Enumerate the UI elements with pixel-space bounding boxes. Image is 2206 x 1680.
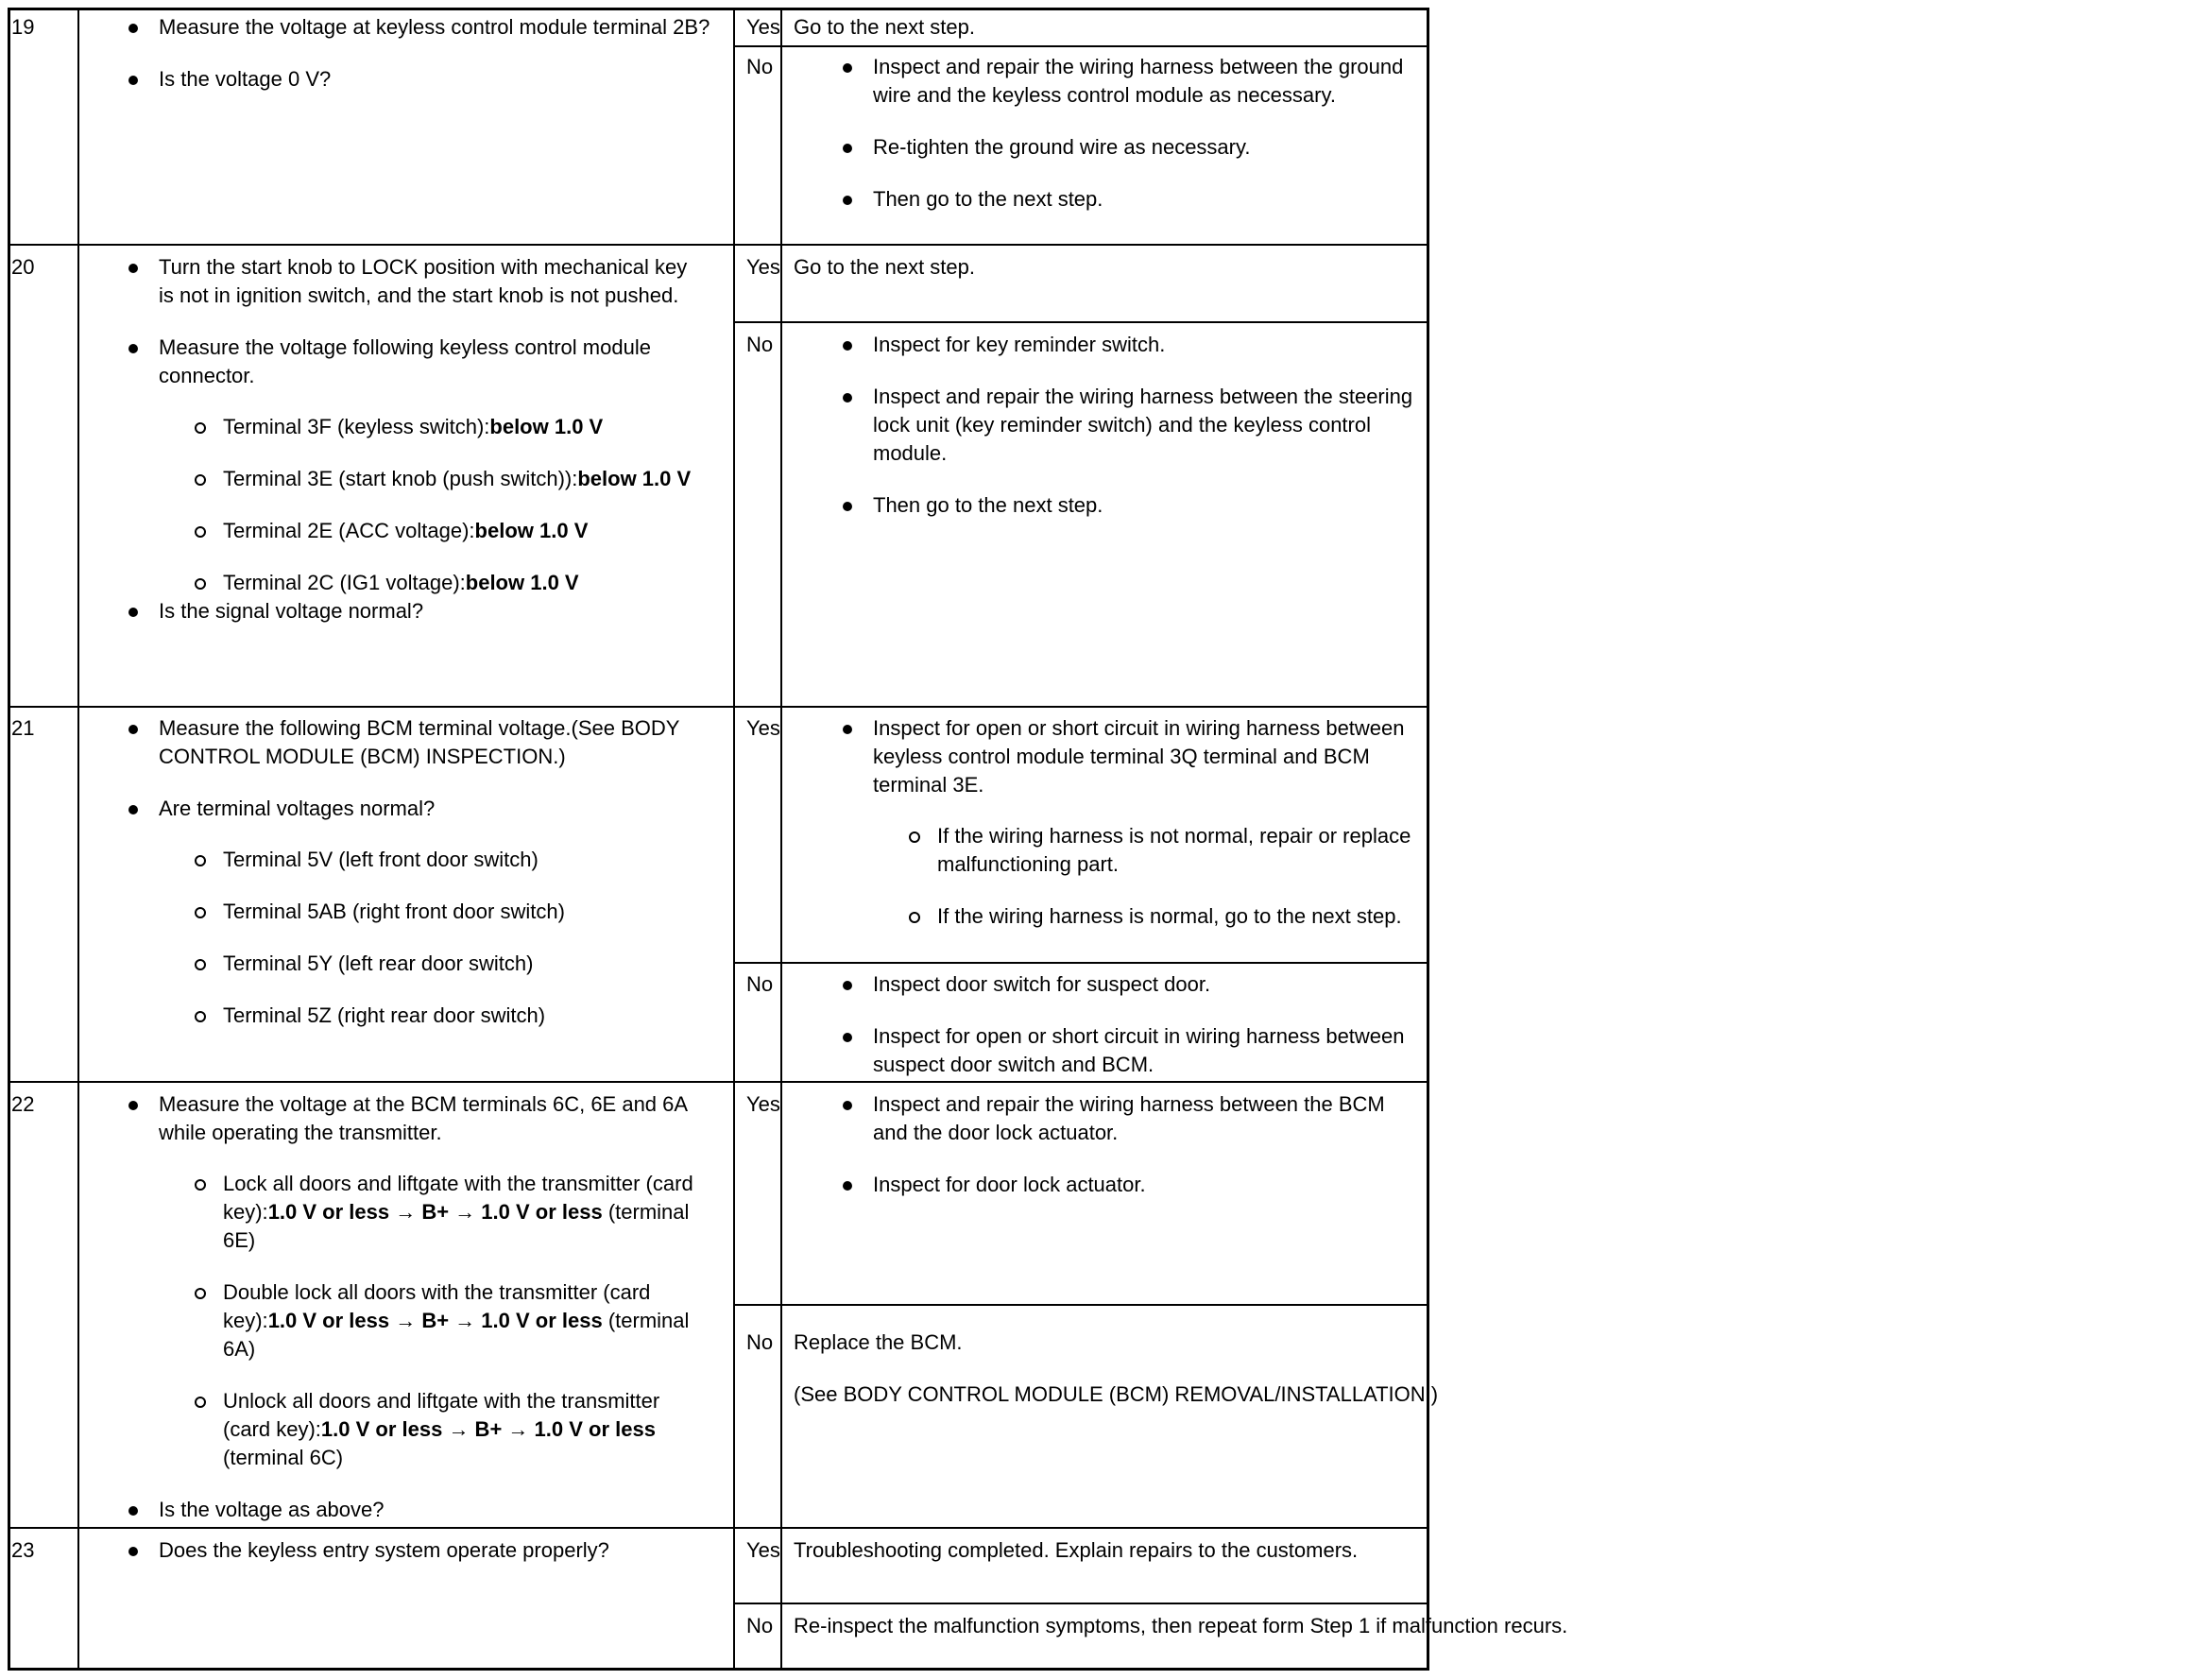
no-label: No — [746, 333, 774, 356]
step-21-yes — [8, 714, 1420, 954]
no-item: Inspect and repair the wiring harness between the steering lock unit (key reminder switch) and the keyless control module. — [835, 383, 1420, 468]
row-divider — [733, 321, 1429, 323]
step-23-no — [794, 1612, 2206, 1664]
row-divider — [733, 1603, 1429, 1604]
step-number: 20 — [11, 255, 35, 279]
sub-item: Double lock all doors with the transmitter (card key):1.0 V or less → B+ → 1.0 V or less (terminal 6A) — [191, 1278, 702, 1363]
step-22-no — [794, 1329, 2206, 1432]
yes-item: Inspect and repair the wiring harness between the BCM and the door lock actuator. — [835, 1090, 1420, 1147]
no-item: Inspect door switch for suspect door. — [835, 970, 1420, 999]
step-number: 23 — [11, 1538, 35, 1562]
yes-sub-item: If the wiring harness is normal, go to the next step. — [905, 902, 1420, 931]
question-item: Does the keyless entry system operate properly? — [121, 1536, 726, 1565]
sub-item: Terminal 5Z (right rear door switch) — [191, 1002, 702, 1030]
sub-item: Unlock all doors and liftgate with the transmitter (card key):1.0 V or less → B+ → 1.0 V or less (terminal 6C) — [191, 1387, 702, 1472]
troubleshooting-table — [8, 8, 1568, 1671]
no-label: No — [746, 55, 774, 78]
yes-text: Go to the next step. — [794, 15, 976, 39]
question-item: Are terminal voltages normal? Terminal 5V (left front door switch) Terminal 5AB (right front door switch) Terminal 5Y (left rear door switch) Terminal 5Z (right rear door switch) — [121, 795, 702, 1030]
sub-item: Terminal 3F (keyless switch):below 1.0 V — [191, 413, 702, 441]
no-text: (See BODY CONTROL MODULE (BCM) REMOVAL/INSTALLATION.) — [794, 1382, 1439, 1406]
question-item: Measure the voltage following keyless control module connector. Terminal 3F (keyless switch):below 1.0 V Terminal 3E (start knob (push switch)):below 1.0 V Terminal 2E (ACC voltage):below 1.0 V Terminal 2C (IG1 voltage):below 1.0 V — [121, 334, 702, 597]
no-label: No — [746, 1330, 774, 1354]
no-label: No — [746, 972, 774, 996]
row-divider — [733, 1304, 1429, 1306]
question-item: Turn the start knob to LOCK position with mechanical key is not in ignition switch, and the start knob is not pushed. — [121, 253, 702, 310]
step-22-yes — [8, 1090, 1420, 1223]
yes-label: Yes — [746, 716, 780, 740]
step-21-no — [8, 970, 1420, 1103]
step-number: 22 — [11, 1092, 35, 1116]
no-text: Re-inspect the malfunction symptoms, then repeat form Step 1 if malfunction recurs. — [794, 1614, 1568, 1637]
no-item: Inspect for open or short circuit in wiring harness between suspect door switch and BCM. — [835, 1022, 1420, 1079]
no-text: Replace the BCM. — [794, 1330, 963, 1354]
step-19-no — [8, 53, 1420, 237]
sub-item: Lock all doors and liftgate with the transmitter (card key):1.0 V or less → B+ → 1.0 V or less (terminal 6E) — [191, 1170, 702, 1255]
row-divider — [8, 706, 1429, 708]
question-item: Measure the voltage at the BCM terminals 6C, 6E and 6A while operating the transmitter. Lock all doors and liftgate with the transmitter (card key):1.0 V or less → B+ → 1.0 V or less (terminal 6E) Double lock all doors with the transmitter (card key):1.0 V or less → B+ → 1.0 V or less (terminal 6A) Unlock all doors and liftgate with the transmitter (card key):1.0 V or less → B+ → 1.0 V or less (terminal 6C) — [121, 1090, 702, 1472]
yes-sub-item: If the wiring harness is not normal, repair or replace malfunctioning part. — [905, 822, 1420, 879]
step-number: 19 — [11, 15, 35, 39]
sub-item: Terminal 2E (ACC voltage):below 1.0 V — [191, 517, 702, 545]
yes-item: Inspect for door lock actuator. — [835, 1171, 1420, 1199]
question-item: Is the voltage 0 V? — [121, 65, 726, 94]
question-item: Measure the following BCM terminal voltage.(See BODY CONTROL MODULE (BCM) INSPECTION.) — [121, 714, 702, 771]
yes-label: Yes — [746, 255, 780, 279]
no-item: Inspect and repair the wiring harness between the ground wire and the keyless control module as necessary. — [835, 53, 1420, 110]
yes-text: Troubleshooting completed. Explain repairs to the customers. — [794, 1538, 1359, 1562]
question-item: Is the voltage as above? — [121, 1496, 702, 1524]
no-item: Re-tighten the ground wire as necessary. — [835, 133, 1420, 162]
step-number: 21 — [11, 716, 35, 740]
sub-item: Terminal 5AB (right front door switch) — [191, 898, 702, 926]
step-20-yes — [794, 253, 2206, 305]
question-item: Is the signal voltage normal? — [121, 597, 702, 626]
step-23-yes — [794, 1536, 2206, 1588]
sub-item: Terminal 5Y (left rear door switch) — [191, 950, 702, 978]
yes-label: Yes — [746, 1092, 780, 1116]
question-item: Measure the voltage at keyless control module terminal 2B? — [121, 13, 726, 42]
yes-label: Yes — [746, 15, 780, 39]
yes-label: Yes — [746, 1538, 780, 1562]
step-20-no — [8, 331, 1420, 543]
no-item: Then go to the next step. — [835, 185, 1420, 214]
sub-item: Terminal 3E (start knob (push switch)):below 1.0 V — [191, 465, 702, 493]
step-23-question — [8, 1536, 726, 1588]
no-item: Inspect for key reminder switch. — [835, 331, 1420, 359]
yes-text: Go to the next step. — [794, 255, 976, 279]
sub-item: Terminal 2C (IG1 voltage):below 1.0 V — [191, 569, 702, 597]
no-item: Then go to the next step. — [835, 491, 1420, 520]
yes-item: Inspect for open or short circuit in wiring harness between keyless control module terminal 3Q terminal and BCM terminal 3E. If the wiring harness is not normal, repair or replace malfunctioning part. If the wiring harness is normal, go to the next step. — [835, 714, 1420, 931]
row-divider — [733, 962, 1429, 964]
no-label: No — [746, 1614, 774, 1637]
row-divider — [8, 244, 1429, 246]
sub-item: Terminal 5V (left front door switch) — [191, 846, 702, 874]
